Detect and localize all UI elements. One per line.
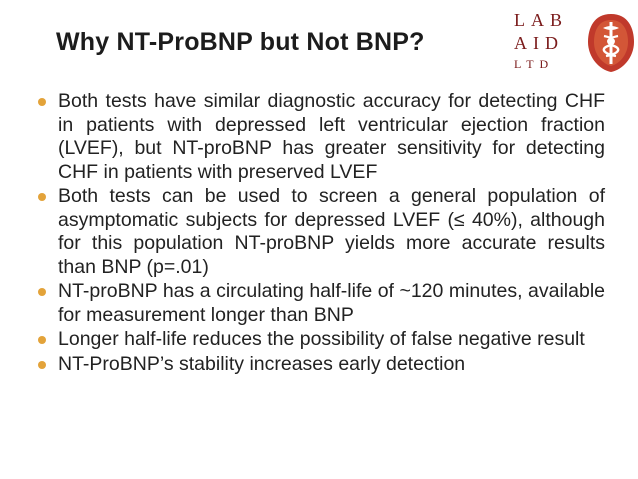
list-item <box>38 328 605 352</box>
bullet-text: Both tests can be used to screen a general population of asymptomatic subjects for depressed LVEF (≤ 40%), although for this population NT-proBNP yields more accurate results than BNP (p=.01) <box>58 185 605 278</box>
list-item <box>38 353 605 377</box>
logo-line-3: LTD <box>514 57 555 71</box>
bullet-dot-icon <box>38 288 46 296</box>
caduceus-icon <box>584 12 638 74</box>
bullet-dot-icon <box>38 361 46 369</box>
bullet-dot-icon <box>38 193 46 201</box>
list-item <box>38 90 605 184</box>
bullet-text: Both tests have similar diagnostic accuracy for detecting CHF in patients with depressed left ventricular ejection fraction (LVEF), but NT-proBNP has greater sensitivity for detecting CHF in patients with preserved LVEF <box>58 90 605 183</box>
bullet-text: NT-ProBNP’s stability increases early detection <box>58 352 466 375</box>
logo-line-2: AID <box>514 33 564 53</box>
labaid-logo <box>514 10 638 76</box>
slide-title: Why NT-ProBNP but Not BNP? <box>56 28 425 56</box>
bullet-list <box>38 90 605 377</box>
bullet-text: NT-proBNP has a circulating half-life of ~120 minutes, available for measurement longer than BNP <box>58 280 605 326</box>
bullet-dot-icon <box>38 336 46 344</box>
bullet-text: Longer half-life reduces the possibility of false negative result <box>58 328 585 350</box>
list-item <box>38 280 605 327</box>
logo-line-1: LAB <box>514 10 568 30</box>
list-item <box>38 185 605 279</box>
bullet-dot-icon <box>38 98 46 106</box>
